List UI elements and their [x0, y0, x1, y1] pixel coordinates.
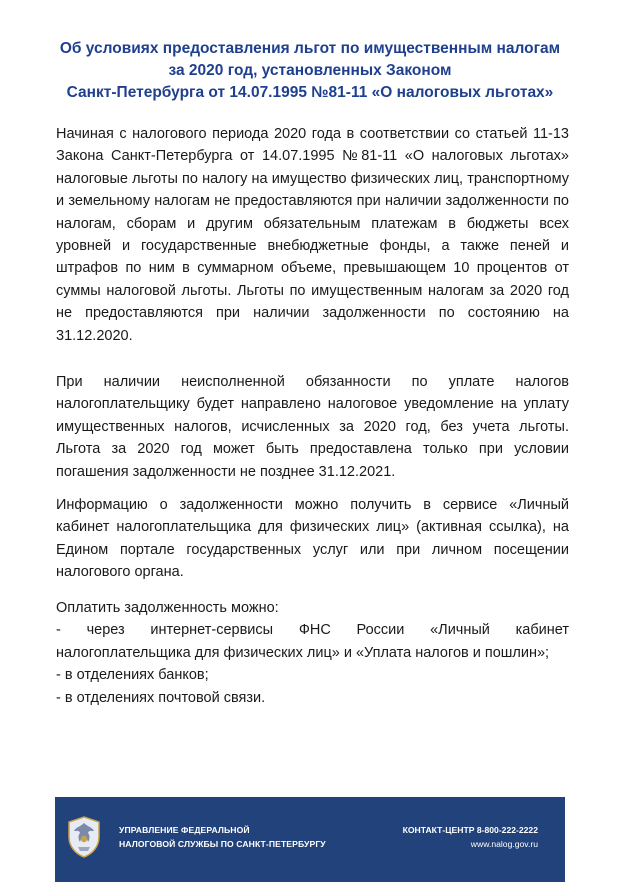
payment-item-post: - в отделениях почтовой связи.	[56, 689, 266, 706]
title-line-2: за 2020 год, установленных Законом	[168, 62, 452, 79]
payment-options	[56, 597, 569, 709]
footer-contacts	[403, 823, 538, 851]
fns-emblem-icon	[66, 815, 102, 859]
footer-org-line-2: НАЛОГОВОЙ СЛУЖБЫ ПО САНКТ-ПЕТЕРБУРГУ	[119, 839, 326, 849]
paragraph-tax-notice	[56, 371, 569, 483]
paragraph-debt-info	[56, 494, 569, 584]
footer-org-line-1: УПРАВЛЕНИЕ ФЕДЕРАЛЬНОЙ	[119, 825, 250, 835]
page-title	[40, 38, 580, 104]
website-link[interactable]: www.nalog.gov.ru	[470, 839, 538, 849]
contact-center: КОНТАКТ-ЦЕНТР 8-800-222-2222	[402, 825, 538, 835]
paragraph-text: Начиная с налогового периода 2020 года в соответствии со статьей 11-13 Закона Санкт-Петербурга от 14.07.1995 №81-11 «О налоговых льготах» налоговые льготы по налогу на имущество физических лиц, транспортному и земельному налогам не предоставляются при наличии задолженности по налогам, сборам и другим обязательным платежам в бюджеты всех уровней и государственные внебюджетные фонды, а также пеней и штрафов по ним в суммарном объеме, превышающем 10 процентов от суммы налоговой льготы. Льготы по имущественным налогам за 2020 год не предоставляются при наличии задолженности по состоянию на 31.12.2020.	[56, 126, 569, 344]
title-line-1: Об условиях предоставления льгот по имущественным налогам	[59, 40, 561, 57]
payment-item-online: - через интернет-сервисы ФНС России «Личный кабинет налогоплательщика для физических лиц» и «Уплата налогов и пошлин»;	[56, 622, 569, 661]
footer-banner	[55, 797, 565, 882]
title-line-3: Санкт-Петербурга от 14.07.1995 №81-11 «О налоговых льготах»	[66, 84, 554, 101]
payment-intro: Оплатить задолженность можно:	[56, 600, 279, 616]
footer-organization	[119, 823, 326, 851]
paragraph-text: При наличии неисполненной обязанности по уплате налогов налогоплательщику будет направлено налоговое уведомление на уплату имущественных налогов, исчисленных за 2020 год, без учета льготы. Льгота за 2020 год может быть предоставлена только при условии погашения задолженности не позднее 31.12.2021.	[56, 374, 569, 480]
paragraph-text: Информацию о задолженности можно получить в сервисе «Личный кабинет налогоплательщика для физических лиц» (активная ссылка), на Едином портале государственных услуг или при личном посещении налогового органа.	[56, 497, 569, 581]
payment-item-banks: - в отделениях банков;	[56, 667, 209, 684]
paragraph-benefit-conditions	[56, 123, 569, 347]
